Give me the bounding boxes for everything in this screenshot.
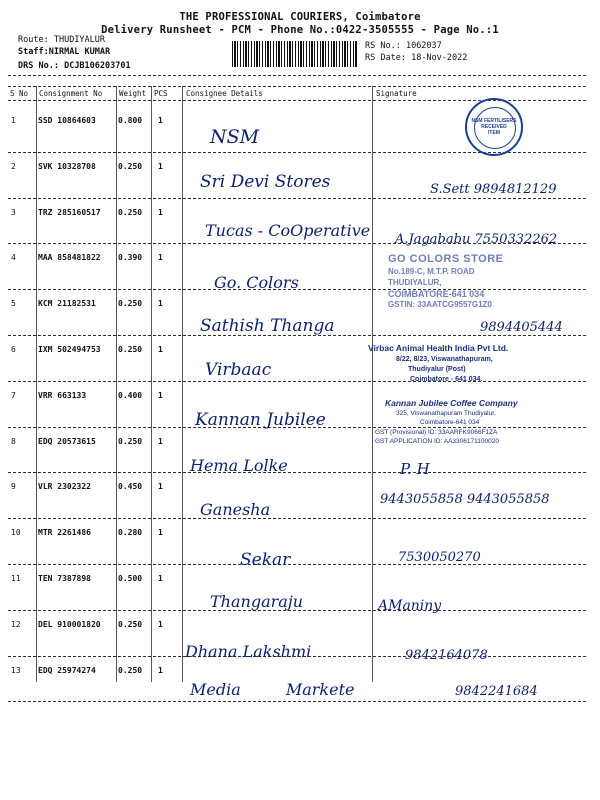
signature-handwriting: S.Sett 9894812129 [430, 182, 557, 197]
row-pcs: 1 [158, 253, 163, 263]
row-consignment-no: EDQ 25974274 [38, 665, 96, 675]
signature-handwriting: 9443055858 9443055858 [380, 492, 550, 507]
signature-handwriting: 9842241684 [455, 684, 538, 699]
virbac-pin: Coimbatore - 641 034. [410, 376, 483, 383]
row-consignment-no: TRZ 285160517 [38, 207, 101, 217]
virbac-name: Virbac Animal Health India Pvt Ltd. [368, 343, 509, 353]
row-consignment-no: SSD 10864603 [38, 116, 96, 125]
row-weight: 0.250 [118, 436, 143, 446]
col-pcs-header: PCS [154, 89, 168, 98]
rs-no-label: RS No.: [365, 41, 401, 51]
gocolors-pin: COIMBATORE-641 034 [388, 289, 485, 299]
kannan-name: Kannan Jubilee Coffee Company [385, 398, 518, 408]
consignee-handwriting: Go. Colors [214, 273, 299, 292]
row-consignment-no: VRR 663133 [38, 390, 87, 400]
row-weight: 0.250 [118, 299, 143, 309]
row-consignment-no: KCM 21182531 [38, 299, 96, 309]
rs-no-line [365, 41, 442, 51]
row-pcs: 1 [158, 436, 163, 446]
row-consignment-no: DEL 910001820 [38, 619, 101, 629]
row-separator [8, 472, 586, 473]
signature-handwriting: AManiny [378, 598, 442, 614]
rs-date-value: 18-Nov-2022 [411, 53, 468, 63]
header-rule-top [8, 75, 586, 76]
row-sno: 9 [11, 482, 16, 492]
row-sno: 13 [11, 665, 21, 675]
row-weight: 0.800 [118, 116, 143, 125]
consignee-handwriting: Hema Lolke [190, 456, 288, 475]
table-row [8, 429, 586, 474]
seal-top-text: NSM FERTILISERS [471, 118, 517, 124]
table-row [8, 520, 586, 565]
row-weight: 0.500 [118, 574, 143, 583]
col-sno-header: S No [10, 89, 29, 98]
signature-handwriting: 9842164078 [405, 648, 488, 663]
seal-bottom-text: ITEM [488, 130, 500, 136]
row-separator [8, 381, 586, 382]
rs-no-value: 1062037 [405, 41, 442, 51]
consignee-handwriting: Sekar [240, 550, 291, 570]
signature-handwriting: A.Jagababu 7550332262 [395, 232, 558, 247]
row-pcs: 1 [158, 665, 163, 675]
virbac-city: Thudiyalur (Post) [408, 366, 466, 373]
row-pcs: 1 [158, 528, 163, 538]
row-pcs: 1 [158, 482, 163, 492]
consignee-handwriting: Media Markete [190, 680, 355, 699]
row-consignment-no: IXM 502494753 [38, 345, 101, 354]
row-consignment-no: SVK 10328708 [38, 161, 96, 171]
gocolors-city: THUDIYALUR, [388, 278, 442, 287]
row-weight: 0.250 [118, 207, 143, 217]
consignee-handwriting: Kannan Jubilee [195, 410, 326, 430]
row-consignment-no: MTR 2261486 [38, 528, 91, 538]
signature-handwriting: 9894405444 [480, 320, 563, 335]
row-consignment-no: MAA 858481822 [38, 253, 101, 263]
row-sno: 8 [11, 436, 16, 446]
row-pcs: 1 [158, 299, 163, 309]
consignee-handwriting: NSM [210, 126, 260, 148]
staff-line [18, 47, 110, 57]
rs-date-line [365, 53, 467, 63]
rs-date-label: RS Date: [365, 53, 406, 63]
row-pcs: 1 [158, 390, 163, 400]
row-weight: 0.250 [118, 345, 143, 354]
route-line [18, 35, 105, 45]
virbac-address: 8/22, 8/23, Viswanathapuram, [396, 356, 493, 363]
consignee-handwriting: Dhana Lakshmi [185, 642, 312, 661]
row-weight: 0.280 [118, 528, 143, 538]
row-weight: 0.400 [118, 390, 143, 400]
row-pcs: 1 [158, 116, 163, 125]
row-sno: 7 [11, 390, 16, 400]
row-sno: 12 [11, 619, 21, 629]
col-weight-header: Weight [119, 89, 147, 98]
header-rule-mid [8, 86, 586, 87]
col-signature-header: Signature [376, 89, 417, 98]
row-separator [8, 701, 586, 702]
signature-handwriting: P. H [400, 460, 430, 478]
gocolors-address: No.189-C, M.T.P. ROAD [388, 267, 475, 276]
drs-value: DCJB106203701 [64, 61, 131, 71]
row-consignment-no: VLR 2302322 [38, 482, 91, 492]
row-pcs: 1 [158, 619, 163, 629]
row-separator [8, 518, 586, 519]
row-weight: 0.390 [118, 253, 143, 263]
row-separator [8, 198, 586, 199]
consignee-handwriting: Virbaac [205, 360, 272, 380]
kannan-gst: GST (Provisional) ID: 33AARFK9066F1ZA [375, 429, 498, 436]
drs-line [18, 61, 131, 71]
nsm-seal-stamp [465, 98, 523, 156]
kannan-pin: Coimbatore-641 034 [420, 419, 480, 426]
row-separator [8, 564, 586, 565]
row-weight: 0.250 [118, 665, 143, 675]
barcode [232, 41, 358, 67]
row-sno: 10 [11, 528, 21, 538]
drs-label: DRS No.: [18, 61, 59, 71]
company-title: THE PROFESSIONAL COURIERS, Coimbatore [179, 11, 421, 23]
gocolors-gstin: GSTIN: 33AATCG9557G1Z0 [388, 300, 492, 309]
row-pcs: 1 [158, 161, 163, 171]
seal-mid-text: RECEIVED [481, 124, 507, 130]
row-weight: 0.250 [118, 161, 143, 171]
row-pcs: 1 [158, 574, 163, 583]
row-consignment-no: EDQ 20573615 [38, 436, 96, 446]
row-weight: 0.250 [118, 619, 143, 629]
row-pcs: 1 [158, 345, 163, 354]
consignee-handwriting: Sri Devi Stores [200, 172, 331, 192]
kannan-address: 325, Viswanathapuram Thudiyalur, [396, 410, 496, 417]
staff-value: NIRMAL KUMAR [48, 47, 111, 57]
staff-label: Staff: [18, 47, 49, 57]
consignee-handwriting: Ganesha [200, 500, 271, 519]
row-sno: 6 [11, 345, 16, 354]
row-sno: 2 [11, 161, 16, 171]
gocolors-name: GO COLORS STORE [388, 253, 504, 265]
consignee-handwriting: Sathish Thanga [200, 316, 335, 336]
row-sno: 5 [11, 299, 16, 309]
runsheet-title: Delivery Runsheet - PCM - Phone No.:0422-3505555 - Page No.:1 [101, 24, 499, 36]
row-consignment-no: TEN 7387898 [38, 574, 91, 583]
col-consignee-header: Consignee Details [186, 89, 263, 98]
row-sno: 3 [11, 207, 16, 217]
route-label: Route: [18, 35, 49, 45]
row-sno: 1 [11, 116, 16, 125]
consignee-handwriting: Thangaraju [210, 592, 304, 611]
route-value: THUDIYALUR [53, 35, 106, 45]
col-consignment-header: Consignment No [39, 89, 103, 98]
consignee-handwriting: Tucas - CoOperative [205, 221, 371, 240]
row-pcs: 1 [158, 207, 163, 217]
signature-handwriting: 7530050270 [398, 550, 481, 565]
row-sno: 11 [11, 574, 21, 583]
kannan-gst-application: GST APPLICATION ID: AA3306171100020 [375, 438, 499, 445]
row-weight: 0.450 [118, 482, 143, 492]
row-sno: 4 [11, 253, 16, 263]
